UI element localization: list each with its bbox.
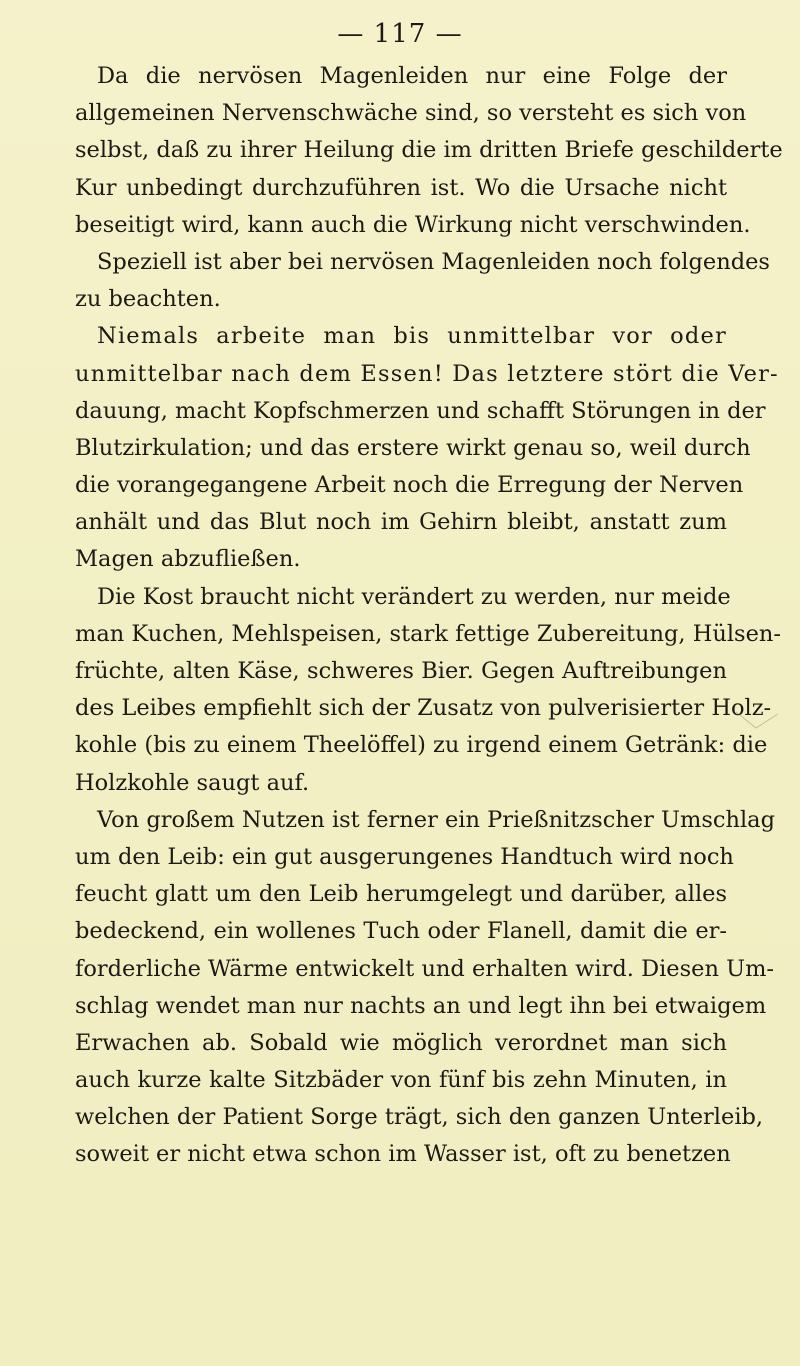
- text-line: anhält und das Blut noch im Gehirn bleibt, anstatt zum: [75, 509, 727, 536]
- text-line: Blutzirkulation; und das erstere wirkt genau so, weil durch: [75, 434, 751, 461]
- text-line: auch kurze kalte Sitzbäder von fünf bis zehn Minuten, in: [75, 1067, 727, 1094]
- text-line: welchen der Patient Sorge trägt, sich den ganzen Unterleib,: [75, 1104, 764, 1131]
- text-line: Kur unbedingt durchzuführen ist. Wo die Ursache nicht: [75, 174, 727, 201]
- text-line: des Leibes empfiehlt sich der Zusatz von pulverisierter Holz-: [75, 695, 772, 722]
- text-line: kohle (bis zu einem Theelöffel) zu irgend einem Getränk: die: [75, 732, 768, 759]
- text-line: Magen abzufließen.: [75, 546, 301, 573]
- text-line: forderliche Wärme entwickelt und erhalten wird. Diesen Um-: [75, 955, 775, 982]
- text-line: Speziell ist aber bei nervösen Magenleiden noch folgendes: [97, 248, 770, 275]
- text-line: soweit er nicht etwa schon im Wasser ist, oft zu benetzen: [75, 1141, 731, 1168]
- page-number: — 117 —: [337, 19, 463, 49]
- text-line: allgemeinen Nervenschwäche sind, so versteht es sich von: [75, 100, 747, 127]
- text-line: Holzkohle saugt auf.: [75, 769, 310, 796]
- text-line: die vorangegangene Arbeit noch die Erregung der Nerven: [75, 472, 744, 499]
- text-line: zu beachten.: [75, 286, 221, 313]
- text-line: früchte, alten Käse, schweres Bier. Gegen Auftreibungen: [75, 658, 727, 684]
- text-line: Da die nervösen Magenleiden nur eine Folge der: [97, 63, 727, 89]
- text-line: beseitigt wird, kann auch die Wirkung nicht verschwinden.: [75, 211, 751, 238]
- body-text: [75, 58, 783, 1174]
- pencil-mark: [734, 710, 780, 732]
- text-line: Von großem Nutzen ist ferner ein Prießnitzscher Umschlag: [97, 806, 775, 833]
- text-line: Die Kost braucht nicht verändert zu werden, nur meide: [97, 583, 731, 610]
- text-line: Niemals arbeite man bis unmittelbar vor oder: [97, 323, 727, 350]
- text-line: selbst, daß zu ihrer Heilung die im dritten Briefe geschilderte: [75, 137, 783, 164]
- text-line: um den Leib: ein gut ausgerungenes Handtuch wird noch: [75, 843, 734, 870]
- text-line: dauung, macht Kopfschmerzen und schafft Störungen in der: [75, 397, 766, 424]
- text-line: schlag wendet man nur nachts an und legt ihn bei etwaigem: [75, 992, 767, 1019]
- text-line: Erwachen ab. Sobald wie möglich verordnet man sich: [75, 1029, 727, 1056]
- text-line: man Kuchen, Mehlspeisen, stark fettige Zubereitung, Hülsen-: [75, 620, 782, 647]
- text-line: bedeckend, ein wollenes Tuch oder Flanell, damit die er-: [75, 918, 727, 945]
- text-line: feucht glatt um den Leib herumgelegt und darüber, alles: [75, 881, 727, 908]
- text-line: unmittelbar nach dem Essen! Das letztere stört die Ver-: [75, 360, 779, 387]
